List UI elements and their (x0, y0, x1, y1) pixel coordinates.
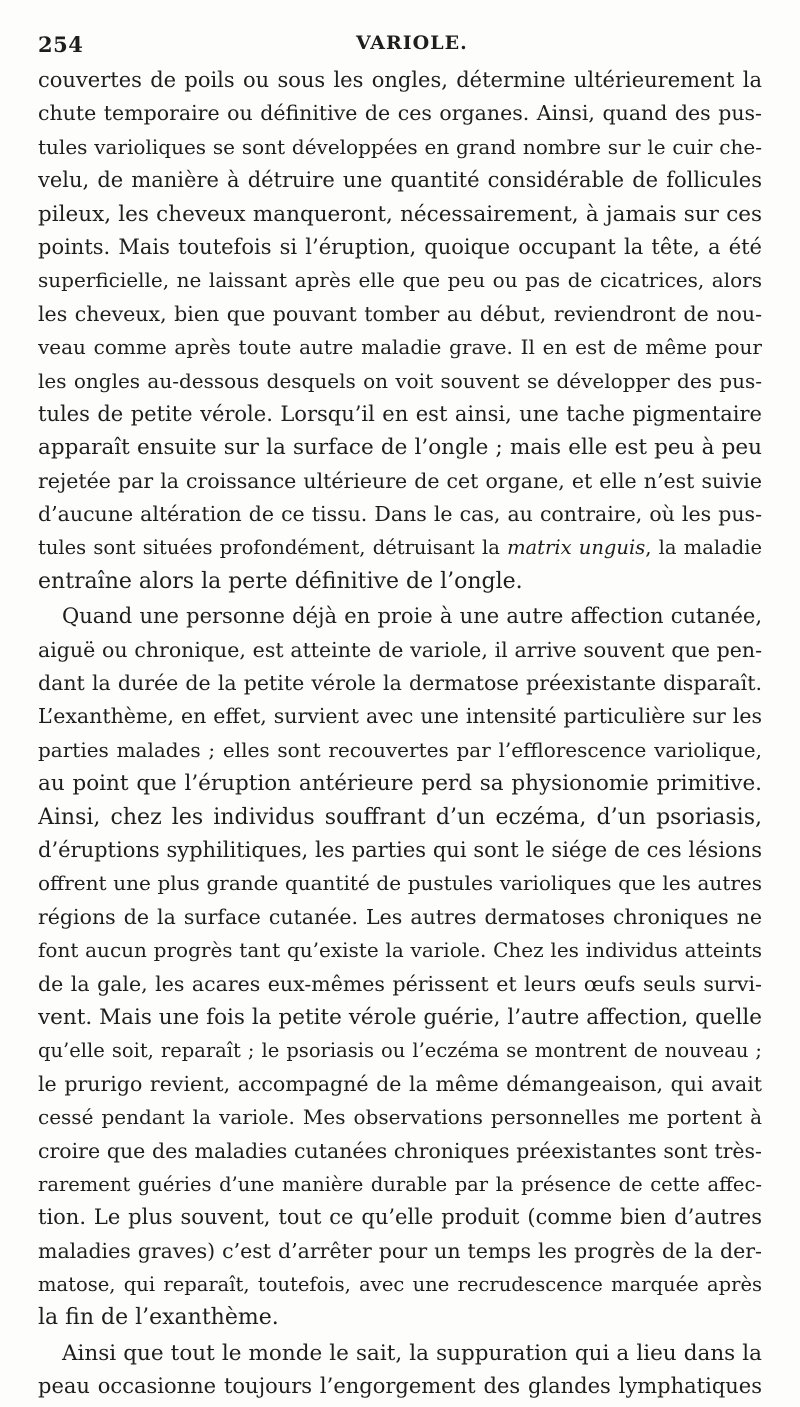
text-line: les cheveux, bien que pouvant tomber au début, reviendront de nou- (38, 301, 762, 326)
text-line: aiguë ou chronique, est atteinte de variole, il arrive souvent que pen- (38, 637, 762, 662)
text-line: superficielle, ne laissant après elle que peu ou pas de cicatrices, alors (38, 268, 762, 293)
text-line: font aucun progrès tant qu’existe la variole. Chez les individus atteints (38, 938, 762, 963)
text-line: Ainsi que tout le monde le sait, la suppuration qui a lieu dans la (62, 1340, 762, 1366)
text-line: cessé pendant la variole. Mes observations personnelles me portent à (38, 1105, 762, 1130)
text-line: maladies graves) c’est d’arrêter pour un temps les progrès de la der- (38, 1238, 762, 1263)
text-line: croire que des maladies cutanées chroniques préexistantes sont très- (38, 1138, 762, 1163)
text-line: régions de la surface cutanée. Les autres dermatoses chroniques ne (38, 904, 762, 929)
text-line: au point que l’éruption antérieure perd sa physionomie primitive. (38, 771, 762, 797)
text-line: pileux, les cheveux manqueront, nécessairement, à jamais sur ces (38, 201, 762, 227)
text-line: d’aucune altération de ce tissu. Dans le cas, au contraire, où les pus- (38, 502, 762, 527)
page-number: 254 (38, 32, 84, 57)
text-line: Quand une personne déjà en proie à une autre affection cutanée, (62, 604, 762, 629)
text-line: peau occasionne toujours l’engorgement des glandes lymphatiques (38, 1374, 762, 1399)
text-line: vent. Mais une fois la petite vérole guérie, l’autre affection, quelle (38, 1004, 762, 1030)
text-line: rarement guéries d’une manière durable par la présence de cette affec- (38, 1172, 762, 1196)
text-line: rejetée par la croissance ultérieure de cet organe, et elle n’est suivie (38, 468, 762, 493)
text-line: L’exanthème, en effet, survient avec une intensité particulière sur les (38, 704, 762, 729)
text-line: qu’elle soit, reparaît ; le psoriasis ou l’eczéma se montrent de nouveau ; (38, 1039, 762, 1063)
text-line: parties malades ; elles sont recouvertes par l’efflorescence variolique, (38, 737, 762, 762)
text-line: tules sont situées profondément, détruisant la matrix unguis, la maladie (38, 536, 762, 560)
text-line: couvertes de poils ou sous les ongles, détermine ultérieurement la (38, 68, 762, 92)
text-line: la fin de l’exanthème. (38, 1305, 279, 1331)
latin-term: matrix unguis (507, 536, 646, 560)
running-title: VARIOLE. (356, 32, 468, 54)
text-line: de la gale, les acares eux-mêmes périssent et leurs œufs seuls survi- (38, 971, 762, 996)
text-line: dant la durée de la petite vérole la dermatose préexistante disparaît. (38, 671, 762, 696)
text-line: matose, qui reparaît, toutefois, avec une recrudescence marquée après (38, 1273, 762, 1297)
text-line: tules varioliques se sont développées en grand nombre sur le cuir che- (38, 134, 762, 159)
text-line: le prurigo revient, accompagné de la même démangeaison, qui avait (38, 1071, 762, 1096)
body-text (38, 64, 762, 1404)
text-line: chute temporaire ou définitive de ces organes. Ainsi, quand des pus- (38, 101, 762, 126)
text-line: Ainsi, chez les individus souffrant d’un eczéma, d’un psoriasis, (38, 804, 762, 830)
running-head (38, 32, 762, 58)
text-line: points. Mais toutefois si l’éruption, quoique occupant la tête, a été (38, 234, 762, 259)
text-line: entraîne alors la perte définitive de l’ongle. (38, 568, 523, 594)
text-line: velu, de manière à détruire une quantité considérable de follicules (38, 168, 762, 193)
text-line: apparaît ensuite sur la surface de l’ongle ; mais elle est peu à peu (38, 435, 762, 461)
text-line: offrent une plus grande quantité de pustules varioliques que les autres (38, 871, 762, 896)
text-line: tules de petite vérole. Lorsqu’il en est ainsi, une tache pigmentaire (38, 401, 762, 426)
text-line: tion. Le plus souvent, tout ce qu’elle produit (comme bien d’autres (38, 1205, 762, 1230)
text-line: d’éruptions syphilitiques, les parties qui sont le siége de ces lésions (38, 837, 762, 862)
text-line: veau comme après toute autre maladie grave. Il en est de même pour (38, 335, 762, 360)
text-line: les ongles au-dessous desquels on voit souvent se développer des pus- (38, 368, 762, 393)
